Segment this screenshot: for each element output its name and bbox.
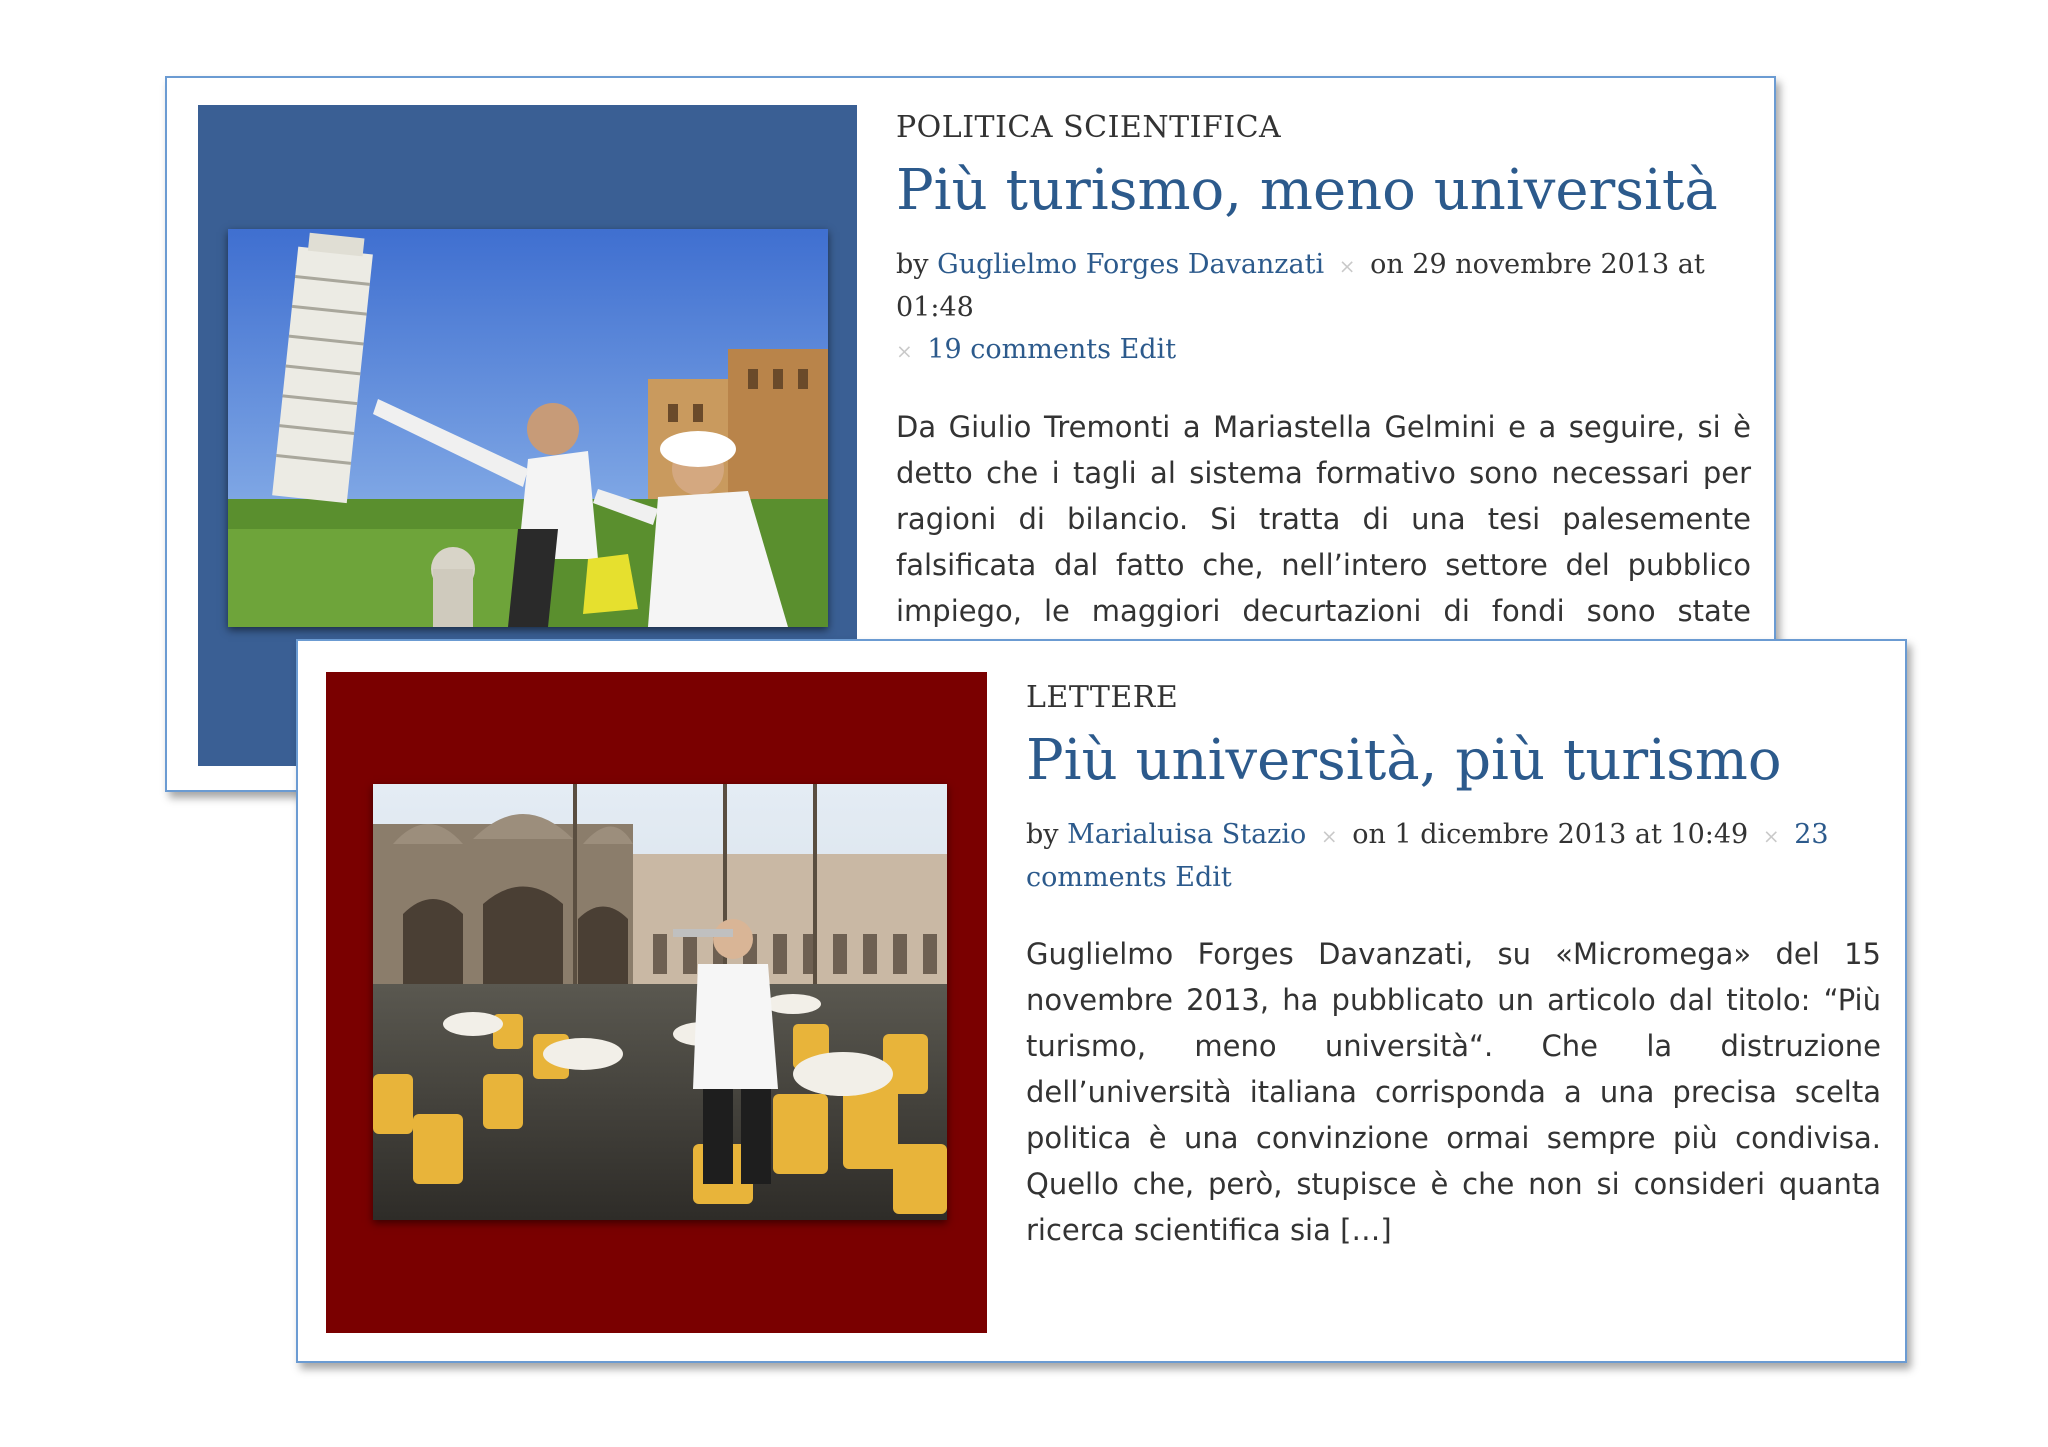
edit-link[interactable]: Edit [1119,334,1177,365]
post-category[interactable]: POLITICA SCIENTIFICA [896,110,1282,145]
author-link[interactable]: Marialuisa Stazio [1067,819,1307,850]
post-card [296,639,1907,1363]
post-meta [896,244,1751,372]
author-link[interactable]: Guglielmo Forges Davanzati [937,249,1325,280]
post-content [1026,678,1881,1253]
post-title[interactable]: Più turismo, meno università [896,158,1718,223]
post-thumbnail-photo-venice[interactable] [373,784,947,1220]
post-excerpt: Da Giulio Tremonti a Mariastella Gelmini e a seguire, si è detto che i tagli al sistema formativo sono necessari per ragioni di bilancio. Si tratta di una tesi palesemente falsificata dal fatto che, nell’intero settore del pubblico impiego, le maggiori decurtazioni di fondi sono state [896,410,1751,628]
post-title[interactable]: Più università, più turismo [1026,728,1782,793]
edit-link[interactable]: Edit [1175,862,1232,893]
comments-link[interactable]: 23 comments [1026,819,1829,893]
post-thumbnail-frame[interactable] [326,672,987,1333]
comments-link[interactable]: 19 comments [927,334,1111,365]
post-category[interactable]: LETTERE [1026,680,1179,715]
meta-separator: × [1320,824,1338,848]
meta-by: by [1026,819,1059,850]
post-thumbnail-photo-pisa[interactable] [228,229,828,627]
post-date: on 29 novembre 2013 at 01:48 [896,249,1705,323]
meta-separator: × [1338,254,1356,278]
meta-separator: × [1762,824,1780,848]
meta-separator: × [896,339,913,363]
post-content [896,108,1751,636]
meta-by: by [896,249,929,280]
post-excerpt: Guglielmo Forges Davanzati, su «Micromega» del 15 novembre 2013, ha pubblicato un articolo dal titolo: “Più turismo, meno università“. Che la distruzione dell’università italiana corrisponda a una precisa scelta politica è una convinzione ormai sempre più condivisa. Quello che, però, stupisce è che non si consideri quanta ricerca scientifica sia […] [1026,937,1881,1247]
post-date: on 1 dicembre 2013 at 10:49 [1352,819,1749,850]
post-meta [1026,814,1881,899]
